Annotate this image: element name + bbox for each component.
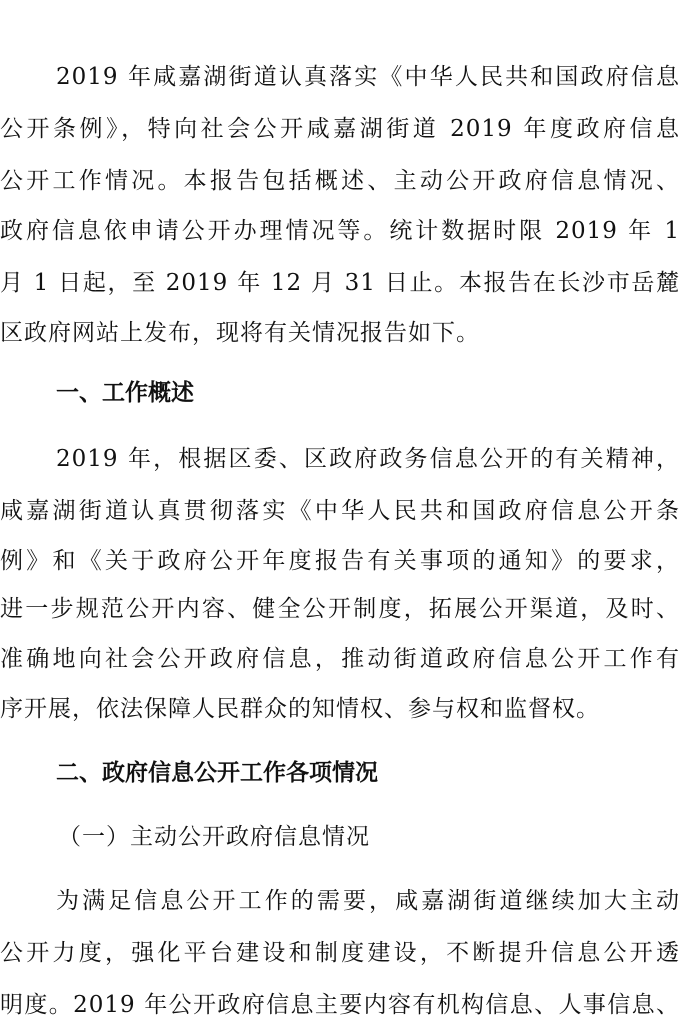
subsection-1-line-1: 为满足信息公开工作的需要，咸嘉湖街道继续加大主动 — [56, 888, 680, 914]
intro-line-2: 公开条例》，特向社会公开咸嘉湖街道 2019 年度政府信息 — [0, 116, 680, 142]
subsection-1-line-2: 公开力度，强化平台建设和制度建设，不断提升信息公开透 — [0, 940, 680, 966]
intro-line-1: 2019 年咸嘉湖街道认真落实《中华人民共和国政府信息 — [56, 64, 680, 90]
subsection-1-line-3: 明度。2019 年公开政府信息主要内容有机构信息、人事信息、 — [0, 992, 680, 1018]
intro-line-6: 区政府网站上发布，现将有关情况报告如下。 — [0, 320, 480, 346]
intro-line-5: 月 1 日起，至 2019 年 12 月 31 日止。本报告在长沙市岳麓 — [0, 270, 680, 296]
section-2-heading: 二、政府信息公开工作各项情况 — [56, 760, 378, 786]
section-1-line-4: 进一步规范公开内容、健全公开制度，拓展公开渠道，及时、 — [0, 596, 680, 622]
section-1-line-1: 2019 年，根据区委、区政府政务信息公开的有关精神， — [56, 446, 680, 472]
subsection-1-heading: （一）主动公开政府信息情况 — [58, 824, 370, 850]
section-1-line-3: 例》和《关于政府公开年度报告有关事项的通知》的要求， — [0, 548, 680, 574]
section-1-line-2: 咸嘉湖街道认真贯彻落实《中华人民共和国政府信息公开条 — [0, 498, 680, 524]
intro-line-3: 公开工作情况。本报告包括概述、主动公开政府信息情况、 — [0, 168, 680, 194]
section-1-heading: 一、工作概述 — [56, 380, 194, 406]
intro-line-4: 政府信息依申请公开办理情况等。统计数据时限 2019 年 1 — [0, 218, 680, 244]
section-1-line-5: 准确地向社会公开政府信息，推动街道政府信息公开工作有 — [0, 646, 680, 672]
section-1-line-6: 序开展，依法保障人民群众的知情权、参与权和监督权。 — [0, 696, 600, 722]
